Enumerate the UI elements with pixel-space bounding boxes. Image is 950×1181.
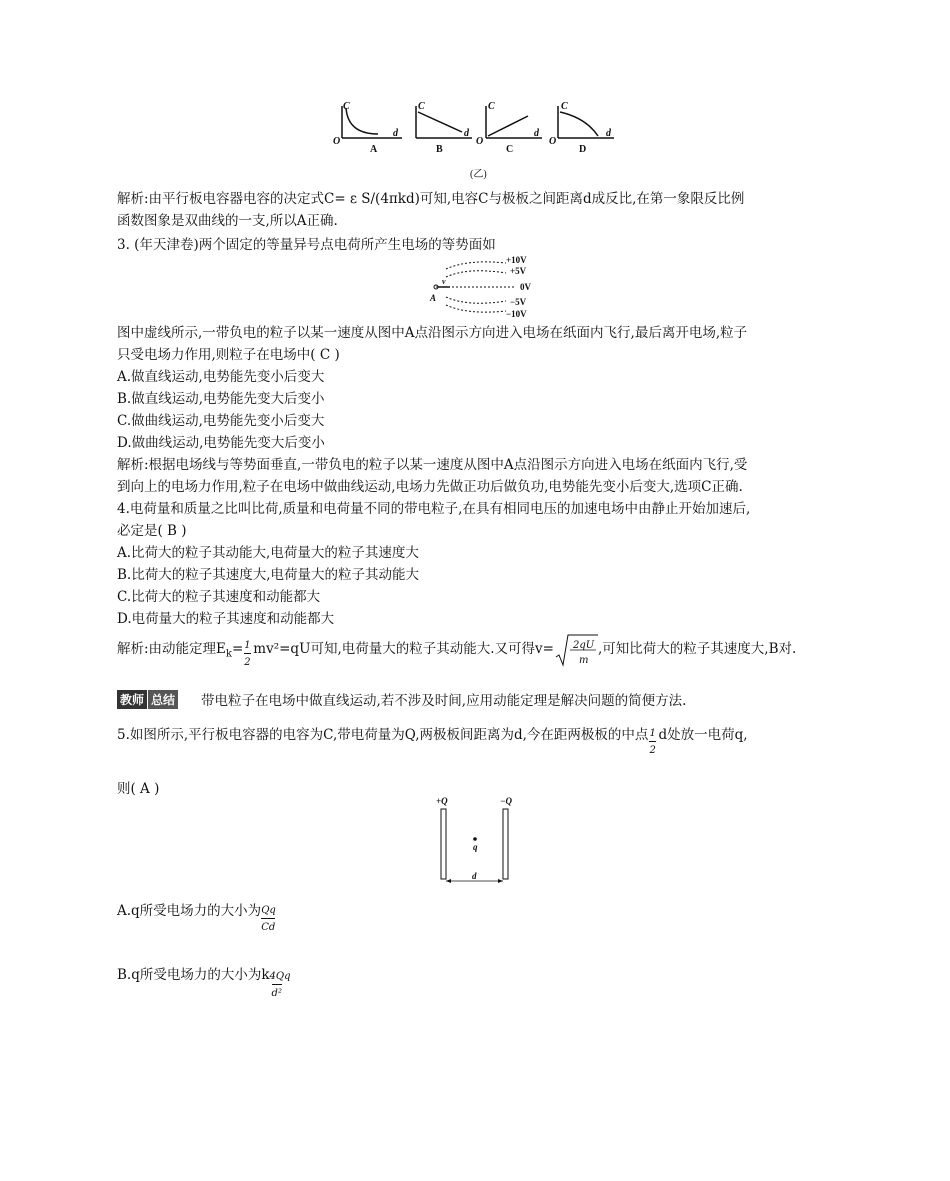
charge-q-label: q [473, 842, 478, 852]
q3-analysis-line1: 解析:根据电场线与等势面垂直,一带负电的粒子以某一速度从图中A点沿图示方向进入电场在纸面内飞行,受 [117, 457, 748, 473]
parallel-plate-figure [430, 795, 525, 885]
frac-den: 2 [649, 741, 655, 760]
q5-stem-text-b: d处放一电荷q, [658, 727, 748, 743]
potential-label-minus5: −5V [510, 297, 527, 307]
q4-stem-line1: 4.电荷量和质量之比叫比荷,质量和电荷量不同的带电粒子,在具有相同电压的加速电场中由静止开始加速后, [117, 501, 751, 517]
option-b-fraction [269, 967, 292, 999]
axis-d-label: d [393, 128, 398, 139]
q5-stem-line1 [117, 726, 748, 756]
distance-d-label: d [472, 871, 477, 881]
axis-c-label: C [418, 101, 425, 112]
graph-panel-d [549, 101, 614, 155]
q5-option-a-text: A.q所受电场力的大小为 [117, 903, 262, 919]
q3-option-d: D.做曲线运动,电势能先变大后变小 [117, 435, 325, 451]
minus-q-label: −Q [500, 796, 512, 806]
q2-analysis-line2: 函数图象是双曲线的一支,所以A正确. [117, 213, 338, 229]
potential-label-0: 0V [520, 282, 531, 292]
panel-label-a: A [370, 144, 378, 155]
q5-option-b [117, 966, 292, 999]
frac-num: 1 [649, 727, 656, 739]
figure-caption: (乙) [470, 169, 487, 180]
q4-option-d: D.电荷量大的粒子其速度和动能都大 [117, 611, 335, 627]
axis-c-label: C [488, 101, 495, 112]
q3-option-c: C.做曲线运动,电势能先变小后变大 [117, 413, 325, 429]
tag-part-2: 总结 [148, 690, 178, 709]
point-a-label: A [430, 293, 437, 303]
half-fraction [648, 727, 658, 756]
half-fraction [243, 639, 253, 668]
axis-d-label: d [606, 128, 611, 139]
axis-d-label: d [464, 128, 469, 139]
potential-label-minus10: −10V [506, 309, 527, 319]
origin-label: O [333, 136, 341, 147]
q3-stem-line2: 图中虚线所示,一带负电的粒子以某一速度从图中A点沿图示方向进入电场在纸面内飞行,最后离开电场,粒子 [117, 325, 748, 341]
frac-num: 4Qq [269, 970, 291, 982]
q4-option-c: C.比荷大的粒子其速度和动能都大 [117, 589, 321, 605]
capacitance-graphs-figure [330, 100, 620, 180]
graph-panel-c [476, 101, 542, 155]
teacher-summary-tag [117, 690, 178, 709]
sqrt-num: 2qU [572, 639, 595, 651]
velocity-label: v [442, 277, 446, 286]
q4-option-b: B.比荷大的粒子其速度大,电荷量大的粒子其动能大 [117, 567, 420, 583]
plus-q-label: +Q [436, 796, 448, 806]
frac-num: Qq [261, 904, 276, 916]
panel-label-b: B [436, 144, 443, 155]
summary-text: 带电粒子在电场中做直线运动,若不涉及时间,应用动能定理是解决问题的简便方法. [201, 693, 687, 709]
axis-d-label: d [534, 128, 539, 139]
panel-label-c: C [506, 144, 514, 155]
q4-option-a: A.比荷大的粒子其动能大,电荷量大的粒子其速度大 [117, 545, 419, 561]
q2-analysis-line1: 解析:由平行板电容器电容的决定式C= ε S/(4πkd)可知,电容C与极板之间距离d成反比,在第一象限反比例 [117, 191, 745, 207]
panel-label-d: D [579, 144, 587, 155]
sqrt-den: m [578, 654, 589, 666]
q5-stem-line2: 则( A ) [117, 781, 160, 797]
frac-den: Cd [261, 918, 275, 937]
potential-label-plus10: +10V [506, 255, 527, 265]
origin-label: O [549, 136, 557, 147]
frac-den: d² [272, 984, 282, 1003]
q4-analysis-sub: k [225, 648, 232, 660]
origin-label: O [476, 136, 484, 147]
option-a-fraction [261, 903, 281, 933]
q3-option-b: B.做直线运动,电势能先变大后变小 [117, 391, 325, 407]
q3-analysis-line2: 到向上的电场力作用,粒子在电场中做曲线运动,电场力先做正功后做负功,电势能先变小后变大,选项C正确. [117, 479, 743, 495]
axis-c-label: C [561, 101, 568, 112]
q3-option-a: A.做直线运动,电势能先变小后变大 [117, 369, 325, 385]
q4-analysis-text-a: 解析:由动能定理E [117, 641, 226, 657]
q3-stem-line1: 3. (年天津卷)两个固定的等量异号点电荷所产生电场的等势面如 [117, 237, 496, 253]
q3-stem-line3: 只受电场力作用,则粒子在电场中( C ) [117, 347, 340, 363]
q5-stem-text-a: 5.如图所示,平行板电容器的电容为C,带电荷量为Q,两极板间距离为d,今在距两极板的中点 [117, 727, 649, 743]
q5-option-a [117, 902, 281, 933]
frac-num: 1 [244, 639, 251, 651]
q4-analysis-text-d: ,可知比荷大的粒子其速度大,B对. [597, 641, 797, 657]
q4-analysis-text-c: mv²=qU可知,电荷量大的粒子其动能大.又可得v= [253, 641, 554, 657]
q4-stem-line2: 必定是( B ) [117, 523, 187, 539]
tag-part-1: 教师 [117, 690, 147, 709]
sqrt-expression [554, 639, 598, 666]
axis-c-label: C [343, 101, 350, 112]
q4-analysis-text-b: = [231, 641, 244, 657]
q5-option-b-text: B.q所受电场力的大小为k [117, 967, 270, 983]
frac-den: 2 [244, 653, 250, 672]
graph-panel-b [416, 101, 472, 155]
equipotential-figure [428, 255, 548, 320]
potential-label-plus5: +5V [510, 266, 527, 276]
graph-panel-a [333, 101, 402, 155]
q4-analysis [117, 639, 797, 668]
